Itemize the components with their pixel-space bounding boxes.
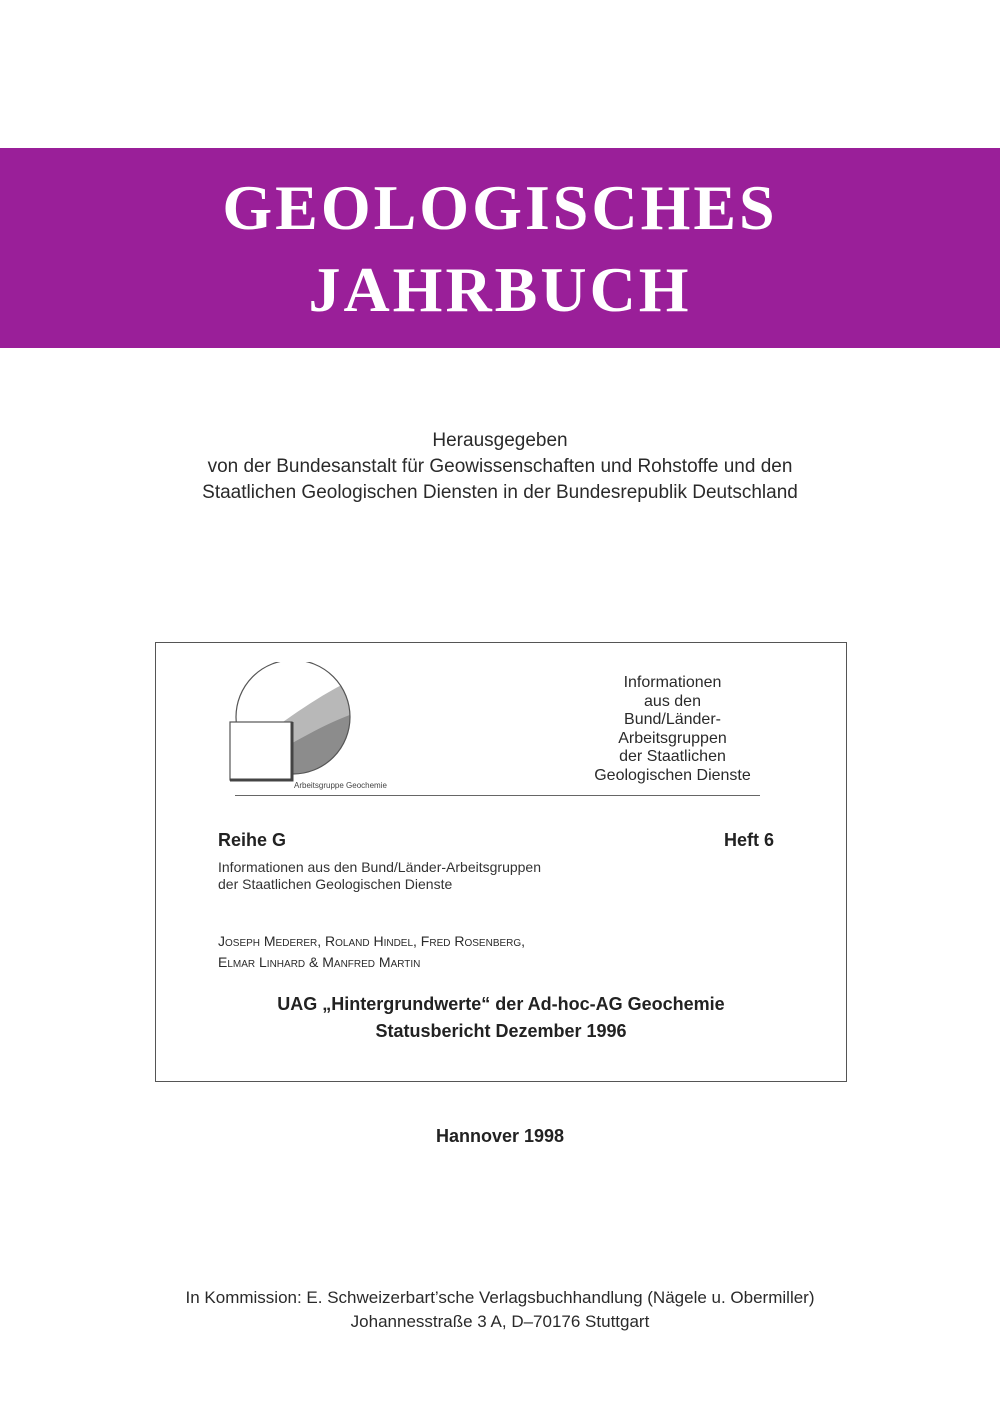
publisher-statement [0, 428, 1000, 506]
geochemistry-circle-logo-icon [228, 662, 358, 792]
commission-line1: In Kommission: E. Schweizerbart’sche Verlagsbuchhandlung (Nägele u. Obermiller) [185, 1288, 815, 1307]
author-list [218, 931, 525, 973]
publisher-line2: von der Bundesanstalt für Geowissenschaften und Rohstoffe und den [207, 456, 793, 477]
info-line: Arbeitsgruppen [618, 729, 727, 747]
journal-title-line1: GEOLOGISCHES [222, 172, 778, 243]
info-line: der Staatlichen [619, 748, 726, 765]
info-line: Bund/Länder- [624, 711, 721, 728]
report-title-line2: Statusbericht Dezember 1996 [375, 1021, 627, 1041]
info-line: Geologischen Dienste [594, 766, 751, 784]
logo-caption: Arbeitsgruppe Geochemie [294, 781, 387, 790]
info-line: aus den [644, 692, 701, 710]
publisher-line3: Staatlichen Geologischen Diensten in der Bundesrepublik Deutschland [202, 482, 798, 503]
commission-imprint [0, 1286, 1000, 1334]
commission-line2: Johannesstraße 3 A, D–70176 Stuttgart [350, 1312, 650, 1331]
report-title [155, 991, 847, 1045]
divider [235, 795, 760, 796]
info-line: Informationen [623, 674, 722, 691]
authors-line1: Joseph Mederer, Roland Hindel, Fred Rosenberg, [218, 933, 526, 949]
journal-title-line2: JAHRBUCH [308, 254, 692, 325]
publisher-line1: Herausgegeben [432, 430, 568, 451]
series-label: Reihe G [218, 830, 287, 850]
series-description [218, 859, 541, 893]
report-title-line1: UAG „Hintergrundwerte“ der Ad-hoc-AG Geochemie [277, 994, 725, 1014]
info-block [570, 674, 775, 785]
series-desc-line1: Informationen aus den Bund/Länder-Arbeitsgruppen [218, 859, 541, 875]
place-year: Hannover 1998 [435, 1126, 565, 1146]
authors-line2: Elmar Linhard & Manfred Martin [218, 954, 421, 970]
series-desc-line2: der Staatlichen Geologischen Dienste [218, 876, 453, 892]
issue-label: Heft 6 [724, 830, 775, 850]
